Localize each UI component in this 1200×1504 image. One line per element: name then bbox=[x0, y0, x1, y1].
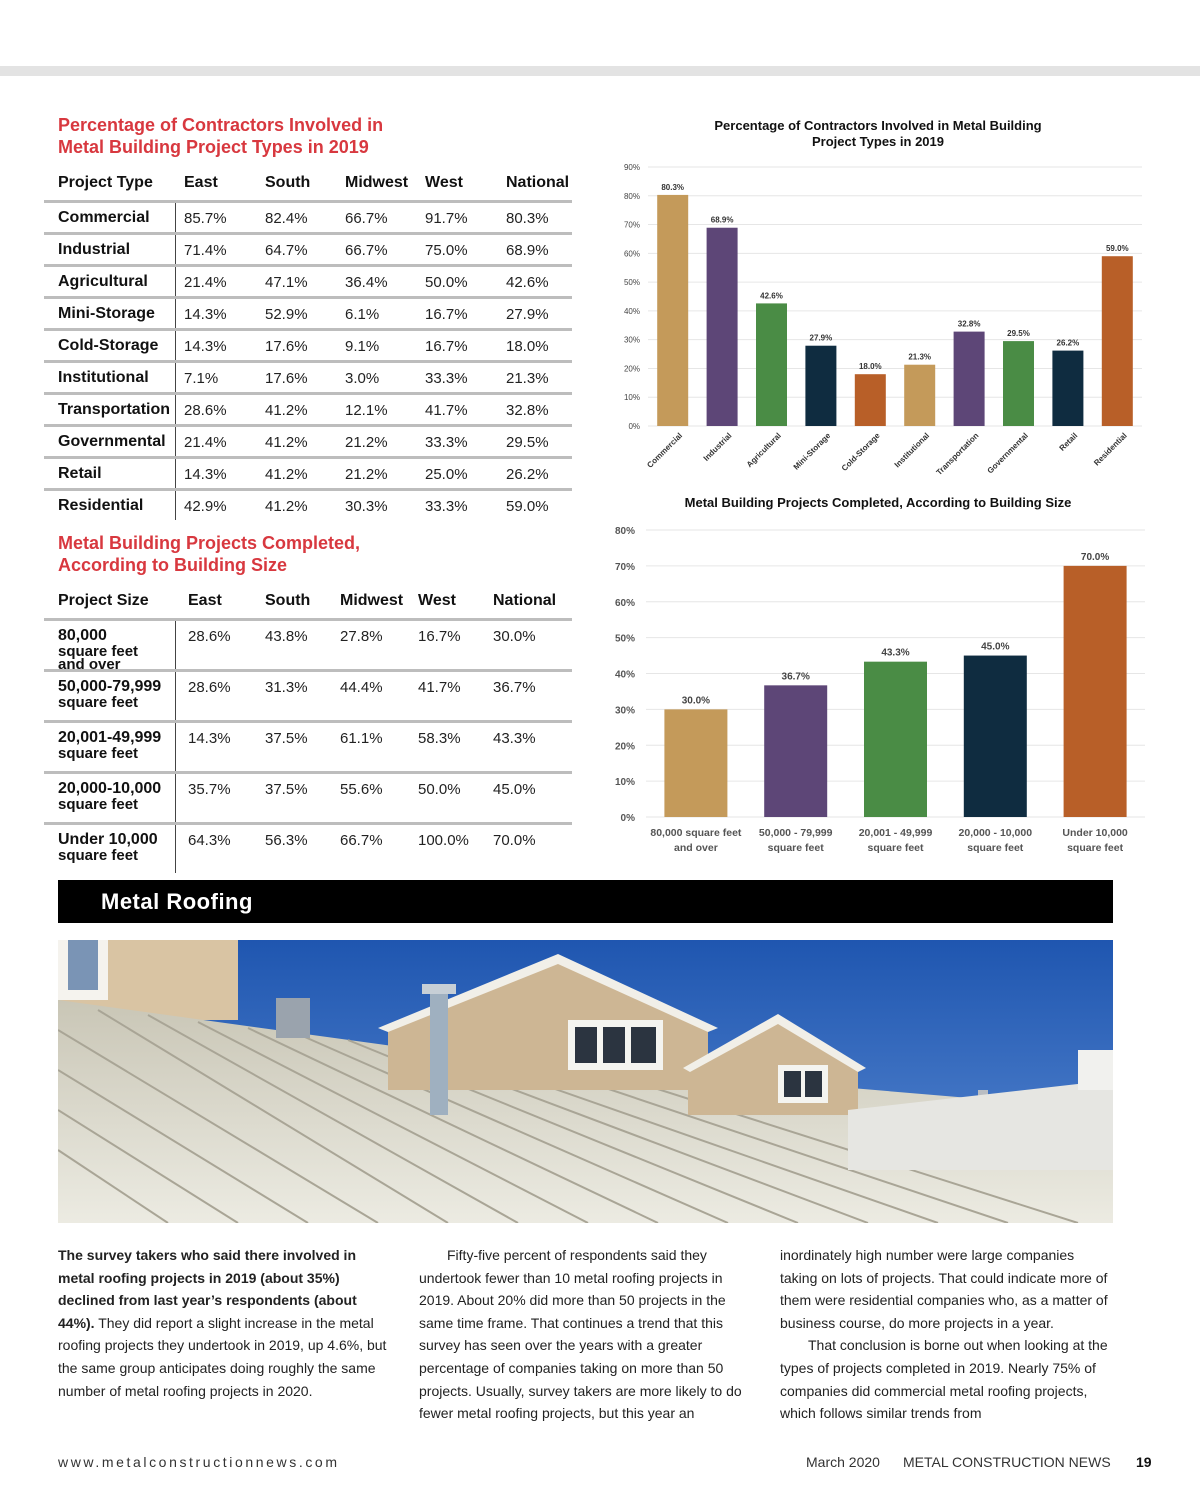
row-label: 20,000-10,000 bbox=[58, 780, 162, 797]
y-tick-label: 40% bbox=[623, 306, 640, 316]
table-header-cell: Project Type bbox=[58, 174, 153, 191]
table-cell: 28.6% bbox=[184, 402, 227, 419]
data-label: 18.0% bbox=[858, 362, 882, 372]
row-label: Mini-Storage bbox=[58, 305, 155, 322]
bar bbox=[756, 303, 787, 426]
table-cell: 58.3% bbox=[418, 730, 461, 747]
table1-title: Percentage of Contractors Involved in Metal Building Project Types in 2019 bbox=[58, 115, 384, 157]
x-tick-label: square feet bbox=[967, 842, 1024, 854]
table-cell: 37.5% bbox=[265, 730, 308, 747]
data-label: 68.9% bbox=[710, 215, 734, 225]
article-col2-text: Fifty-five percent of respondents said they undertook fewer than 10 metal roofing projects in 2019. About 20% did more than 50 projects in the same time frame. That continues a trend that this survey has seen over the years with a greater percentage of companies taking on more than 50 projects. Usually, survey takers are more likely to do fewer metal roofing projects, but this year an bbox=[419, 1247, 742, 1422]
table-cell: 16.7% bbox=[418, 628, 461, 645]
table-cell: 27.8% bbox=[340, 628, 383, 645]
table-cell: 42.6% bbox=[506, 274, 549, 291]
table-row bbox=[44, 264, 572, 296]
bar bbox=[855, 374, 886, 426]
row-label: Commercial bbox=[58, 209, 150, 226]
table-row bbox=[44, 720, 572, 771]
row-label: 80,000 bbox=[58, 627, 107, 644]
table-row bbox=[44, 232, 572, 264]
x-tick-label: square feet bbox=[1067, 842, 1124, 854]
y-tick-label: 90% bbox=[623, 163, 640, 172]
bar bbox=[904, 365, 935, 426]
table-cell: 42.9% bbox=[184, 498, 227, 515]
x-tick-label: 50,000 - 79,999 bbox=[758, 827, 833, 839]
table-cell: 85.7% bbox=[184, 210, 227, 227]
table-cell: 36.7% bbox=[493, 679, 536, 696]
table-divider bbox=[175, 491, 176, 520]
y-tick-label: 70% bbox=[623, 220, 640, 230]
table-cell: 91.7% bbox=[425, 210, 468, 227]
table-cell: 36.4% bbox=[345, 274, 388, 291]
table-divider bbox=[175, 267, 176, 296]
project-types-bar-chart bbox=[600, 110, 1160, 480]
x-tick-label: Governmental bbox=[985, 431, 1030, 476]
table-header-cell: East bbox=[188, 592, 222, 609]
table-cell: 21.3% bbox=[506, 370, 549, 387]
bar bbox=[805, 346, 836, 426]
table-row bbox=[44, 200, 572, 232]
table-header-cell: Midwest bbox=[345, 174, 409, 191]
y-tick-label: 30% bbox=[623, 335, 640, 345]
table-cell: 68.9% bbox=[506, 242, 549, 259]
bar bbox=[707, 228, 738, 426]
row-label: Under 10,000 bbox=[58, 831, 158, 848]
data-label: 80.3% bbox=[661, 182, 685, 192]
row-sublabel: and over bbox=[58, 656, 121, 673]
bar bbox=[1064, 566, 1127, 817]
table-cell: 37.5% bbox=[265, 781, 308, 798]
table-cell: 80.3% bbox=[506, 210, 549, 227]
table-cell: 3.0% bbox=[345, 370, 380, 387]
table-row bbox=[44, 360, 572, 392]
section-banner-title: Metal Roofing bbox=[101, 889, 253, 914]
x-tick-label: Transportation bbox=[934, 431, 981, 478]
row-label: 50,000-79,999 bbox=[58, 678, 162, 695]
x-tick-label: and over bbox=[674, 842, 718, 854]
table-cell: 66.7% bbox=[340, 832, 383, 849]
x-tick-label: Retail bbox=[1057, 431, 1080, 453]
table-cell: 16.7% bbox=[425, 338, 468, 355]
table-cell: 66.7% bbox=[345, 210, 388, 227]
table-cell: 55.6% bbox=[340, 781, 383, 798]
x-tick-label: Commercial bbox=[645, 431, 685, 470]
table-cell: 41.2% bbox=[265, 466, 308, 483]
table-cell: 33.3% bbox=[425, 498, 468, 515]
y-tick-label: 70% bbox=[614, 561, 635, 573]
bar bbox=[954, 332, 985, 426]
row-label: Retail bbox=[58, 465, 102, 482]
table-cell: 31.3% bbox=[265, 679, 308, 696]
row-label: Institutional bbox=[58, 369, 149, 386]
table-divider bbox=[175, 427, 176, 456]
footer-url[interactable]: www.metalconstructionnews.com bbox=[58, 1454, 340, 1470]
table-cell: 59.0% bbox=[506, 498, 549, 515]
table-row bbox=[44, 392, 572, 424]
x-tick-label: Agricultural bbox=[744, 431, 783, 470]
footer-date: March 2020 bbox=[806, 1454, 880, 1470]
table-cell: 35.7% bbox=[188, 781, 231, 798]
table-cell: 21.4% bbox=[184, 434, 227, 451]
table-cell: 56.3% bbox=[265, 832, 308, 849]
article-lead-bold: The survey takers who said there involved in metal roofing projects in 2019 (about 35%) declined from last year’s respondents (about 44%). bbox=[58, 1247, 357, 1331]
row-label: Agricultural bbox=[58, 273, 148, 290]
data-label: 45.0% bbox=[981, 641, 1010, 653]
table-cell: 45.0% bbox=[493, 781, 536, 798]
table-cell: 44.4% bbox=[340, 679, 383, 696]
table-cell: 70.0% bbox=[493, 832, 536, 849]
table-cell: 41.2% bbox=[265, 434, 308, 451]
table-divider bbox=[175, 672, 176, 720]
row-sublabel: square feet bbox=[58, 847, 139, 864]
table-header-cell: Project Size bbox=[58, 592, 149, 609]
table-cell: 71.4% bbox=[184, 242, 227, 259]
x-tick-label: 20,001 - 49,999 bbox=[858, 827, 933, 839]
building-size-bar-chart bbox=[600, 490, 1160, 860]
table-cell: 12.1% bbox=[345, 402, 388, 419]
bar bbox=[764, 685, 827, 817]
x-tick-label: Cold-Storage bbox=[839, 431, 882, 473]
bar bbox=[1003, 341, 1034, 426]
x-tick-label: Mini-Storage bbox=[791, 431, 833, 472]
table-row bbox=[44, 771, 572, 822]
y-tick-label: 0% bbox=[620, 813, 635, 824]
y-tick-label: 80% bbox=[614, 526, 635, 537]
row-sublabel: square feet bbox=[58, 643, 139, 660]
section-banner bbox=[58, 880, 1113, 923]
table-cell: 32.8% bbox=[506, 402, 549, 419]
table-cell: 43.8% bbox=[265, 628, 308, 645]
bar bbox=[664, 709, 727, 817]
table-cell: 9.1% bbox=[345, 338, 380, 355]
table-row bbox=[44, 618, 572, 673]
article-column-1 bbox=[58, 1244, 388, 1402]
table-row bbox=[44, 669, 572, 720]
table-cell: 52.9% bbox=[265, 306, 308, 323]
table-row bbox=[44, 296, 572, 328]
table-cell: 18.0% bbox=[506, 338, 549, 355]
row-label: 20,001-49,999 bbox=[58, 729, 162, 746]
table-divider bbox=[175, 774, 176, 822]
row-label: Industrial bbox=[58, 241, 131, 258]
article-col3-para1: inordinately high number were large companies taking on lots of projects. That could indicate more of them were residential companies who, as a matter of business course, do more projects in a year. bbox=[780, 1247, 1108, 1331]
article-col3-para2: That conclusion is borne out when looking at the types of projects completed in 2019. Nearly 75% of companies did commercial metal roofing projects, which follows similar trends from bbox=[780, 1337, 1108, 1422]
article-column-3 bbox=[780, 1244, 1110, 1425]
table-divider bbox=[175, 331, 176, 360]
table-divider bbox=[175, 299, 176, 328]
building-size-table bbox=[44, 588, 572, 873]
data-label: 59.0% bbox=[1105, 244, 1129, 254]
table-row bbox=[44, 822, 572, 873]
x-tick-label: square feet bbox=[767, 842, 824, 854]
table-cell: 28.6% bbox=[188, 679, 231, 696]
row-label: Residential bbox=[58, 497, 144, 514]
y-tick-label: 10% bbox=[623, 393, 640, 403]
table-divider bbox=[175, 621, 176, 669]
y-tick-label: 10% bbox=[614, 777, 635, 789]
table-cell: 16.7% bbox=[425, 306, 468, 323]
table-cell: 17.6% bbox=[265, 338, 308, 355]
chart-title: Project Types in 2019 bbox=[812, 134, 944, 149]
table-cell: 17.6% bbox=[265, 370, 308, 387]
table2-title: Metal Building Projects Completed, According to Building Size bbox=[58, 533, 361, 575]
table-cell: 28.6% bbox=[188, 628, 231, 645]
footer-page-number: 19 bbox=[1136, 1454, 1152, 1470]
bar bbox=[1052, 351, 1083, 426]
y-tick-label: 40% bbox=[614, 669, 635, 681]
table-cell: 50.0% bbox=[418, 781, 461, 798]
x-tick-label: Industrial bbox=[701, 431, 734, 463]
table-cell: 21.2% bbox=[345, 434, 388, 451]
table-header-cell: Midwest bbox=[340, 592, 404, 609]
x-tick-label: Under 10,000 bbox=[1062, 827, 1128, 839]
table-cell: 64.7% bbox=[265, 242, 308, 259]
table-cell: 14.3% bbox=[184, 306, 227, 323]
x-tick-label: 20,000 - 10,000 bbox=[958, 827, 1033, 839]
data-label: 27.9% bbox=[809, 333, 833, 343]
table-cell: 14.3% bbox=[184, 338, 227, 355]
table-header-row bbox=[44, 588, 572, 614]
row-sublabel: square feet bbox=[58, 694, 139, 711]
table-cell: 6.1% bbox=[345, 306, 380, 323]
data-label: 32.8% bbox=[957, 319, 981, 329]
table-divider bbox=[175, 395, 176, 424]
y-tick-label: 50% bbox=[623, 278, 640, 288]
table-cell: 29.5% bbox=[506, 434, 549, 451]
y-tick-label: 60% bbox=[614, 597, 635, 609]
table-cell: 21.2% bbox=[345, 466, 388, 483]
x-tick-label: 80,000 square feet bbox=[650, 827, 742, 839]
y-tick-label: 20% bbox=[623, 364, 640, 374]
project-type-table bbox=[44, 170, 572, 520]
top-gray-bar bbox=[0, 66, 1200, 76]
table-cell: 26.2% bbox=[506, 466, 549, 483]
y-tick-label: 30% bbox=[614, 705, 635, 717]
y-tick-label: 50% bbox=[614, 633, 635, 645]
table-row bbox=[44, 328, 572, 360]
table-header-cell: South bbox=[265, 174, 311, 191]
table-header-cell: National bbox=[493, 592, 557, 609]
data-label: 26.2% bbox=[1056, 338, 1080, 348]
data-label: 42.6% bbox=[760, 291, 783, 301]
table-cell: 30.3% bbox=[345, 498, 388, 515]
table-divider bbox=[175, 825, 176, 873]
table-cell: 64.3% bbox=[188, 832, 231, 849]
table-cell: 50.0% bbox=[425, 274, 468, 291]
table-divider bbox=[175, 723, 176, 771]
row-sublabel: square feet bbox=[58, 796, 139, 813]
data-label: 30.0% bbox=[681, 695, 711, 707]
table-cell: 100.0% bbox=[418, 832, 469, 849]
table-cell: 41.2% bbox=[265, 402, 308, 419]
table-header-cell: National bbox=[506, 174, 570, 191]
table-row bbox=[44, 424, 572, 456]
table-cell: 30.0% bbox=[493, 628, 536, 645]
table-cell: 33.3% bbox=[425, 434, 468, 451]
table-divider bbox=[175, 235, 176, 264]
table-cell: 21.4% bbox=[184, 274, 227, 291]
table-cell: 66.7% bbox=[345, 242, 388, 259]
table-cell: 82.4% bbox=[265, 210, 308, 227]
x-tick-label: Residential bbox=[1092, 431, 1129, 468]
table-cell: 14.3% bbox=[188, 730, 231, 747]
bar bbox=[1102, 256, 1133, 426]
table-cell: 47.1% bbox=[265, 274, 308, 291]
bar bbox=[657, 195, 688, 426]
table-header-row bbox=[44, 170, 572, 196]
row-label: Cold-Storage bbox=[58, 337, 159, 354]
row-sublabel: square feet bbox=[58, 745, 139, 762]
table-cell: 14.3% bbox=[184, 466, 227, 483]
bar bbox=[964, 656, 1027, 817]
table-header-cell: West bbox=[418, 592, 456, 609]
article-column-2 bbox=[419, 1244, 749, 1425]
table-cell: 25.0% bbox=[425, 466, 468, 483]
data-label: 43.3% bbox=[881, 647, 910, 659]
table-cell: 41.2% bbox=[265, 498, 308, 515]
data-label: 21.3% bbox=[908, 352, 932, 362]
table-divider bbox=[175, 363, 176, 392]
row-label: Governmental bbox=[58, 433, 166, 450]
article-col1-text: They did report a slight increase in the metal roofing projects they undertook in 2019, up 4.6%, but the same group anticipates doing roughly the same number of metal roofing projects in 2020. bbox=[58, 1314, 387, 1399]
x-tick-label: square feet bbox=[867, 842, 924, 854]
table-row bbox=[44, 456, 572, 488]
chart-title: Percentage of Contractors Involved in Metal Building bbox=[714, 118, 1042, 133]
data-label: 29.5% bbox=[1007, 329, 1030, 339]
table-cell: 43.3% bbox=[493, 730, 536, 747]
table-divider bbox=[175, 203, 176, 232]
data-label: 36.7% bbox=[781, 671, 810, 683]
table-header-cell: South bbox=[265, 592, 311, 609]
y-tick-label: 0% bbox=[628, 422, 640, 431]
y-tick-label: 20% bbox=[614, 741, 635, 753]
table-cell: 33.3% bbox=[425, 370, 468, 387]
table-divider bbox=[175, 459, 176, 488]
table-cell: 7.1% bbox=[184, 370, 219, 387]
table-cell: 27.9% bbox=[506, 306, 549, 323]
chart-title: Metal Building Projects Completed, According to Building Size bbox=[684, 495, 1072, 510]
table-row bbox=[44, 488, 572, 520]
table-header-cell: East bbox=[184, 174, 218, 191]
x-tick-label: Institutional bbox=[892, 431, 932, 470]
footer-publication: METAL CONSTRUCTION NEWS bbox=[903, 1454, 1111, 1470]
row-label: Transportation bbox=[58, 401, 171, 418]
table-cell: 75.0% bbox=[425, 242, 468, 259]
table-cell: 41.7% bbox=[425, 402, 468, 419]
y-tick-label: 60% bbox=[623, 249, 640, 259]
table-cell: 41.7% bbox=[418, 679, 461, 696]
bar bbox=[864, 662, 927, 817]
data-label: 70.0% bbox=[1080, 551, 1110, 563]
table-header-cell: West bbox=[425, 174, 463, 191]
table-cell: 61.1% bbox=[340, 730, 383, 747]
y-tick-label: 80% bbox=[623, 191, 640, 201]
metal-roof-photo bbox=[58, 940, 1113, 1223]
